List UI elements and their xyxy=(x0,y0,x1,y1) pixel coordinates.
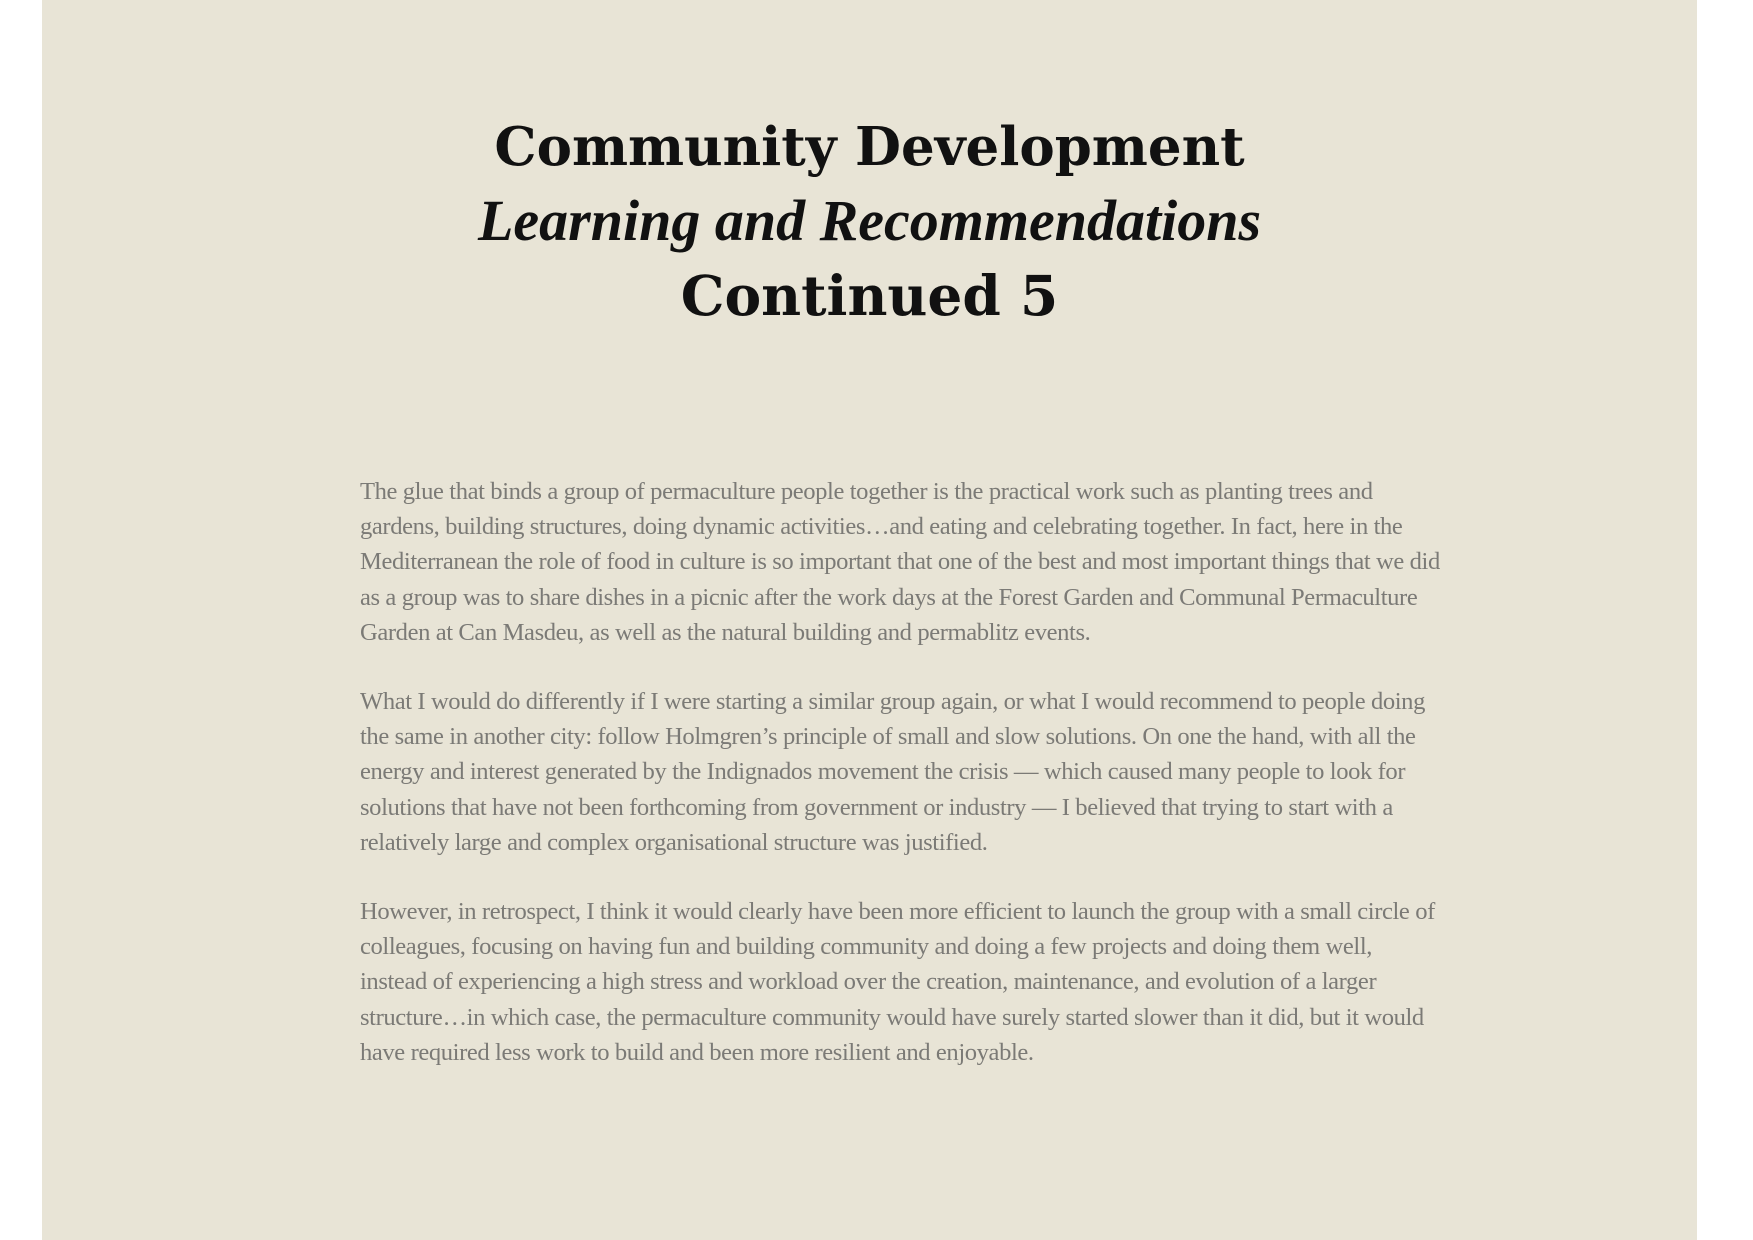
body-text xyxy=(360,474,1440,1104)
page-subtitle: Learning and Recommendations xyxy=(477,188,1262,253)
paragraph-1: The glue that binds a group of permaculture people together is the practical work such as planting trees and gardens, building structures, doing dynamic activities…and eating and celebrating together. In fact, here in the Mediterranean the role of food in culture is so important that one of the best and most important things that we did as a group was to share dishes in a picnic after the work days at the Forest Garden and Communal Permaculture Garden at Can Masdeu, as well as the natural building and permablitz events. xyxy=(360,478,1440,646)
page-title: Community Development xyxy=(494,116,1245,178)
document-page xyxy=(42,0,1697,1240)
paragraph-2: What I would do differently if I were starting a similar group again, or what I would recommend to people doing the same in another city: follow Holmgren’s principle of small and slow solutions. On one the hand, with all the energy and interest generated by the Indignados movement the crisis — which caused many people to look for solutions that have not been forthcoming from government or industry — I believed that trying to start with a relatively large and complex organisational structure was justified. xyxy=(360,688,1425,856)
continued-label: Continued 5 xyxy=(680,263,1059,328)
page-heading xyxy=(42,112,1697,332)
paragraph-3: However, in retrospect, I think it would clearly have been more efficient to launch the group with a small circle of colleagues, focusing on having fun and building community and doing a few projects and doing them well, instead of experiencing a high stress and workload over the creation, maintenance, and evolution of a larger structure…in which case, the permaculture community would have surely started slower than it did, but it would have required less work to build and been more resilient and enjoyable. xyxy=(360,898,1435,1066)
